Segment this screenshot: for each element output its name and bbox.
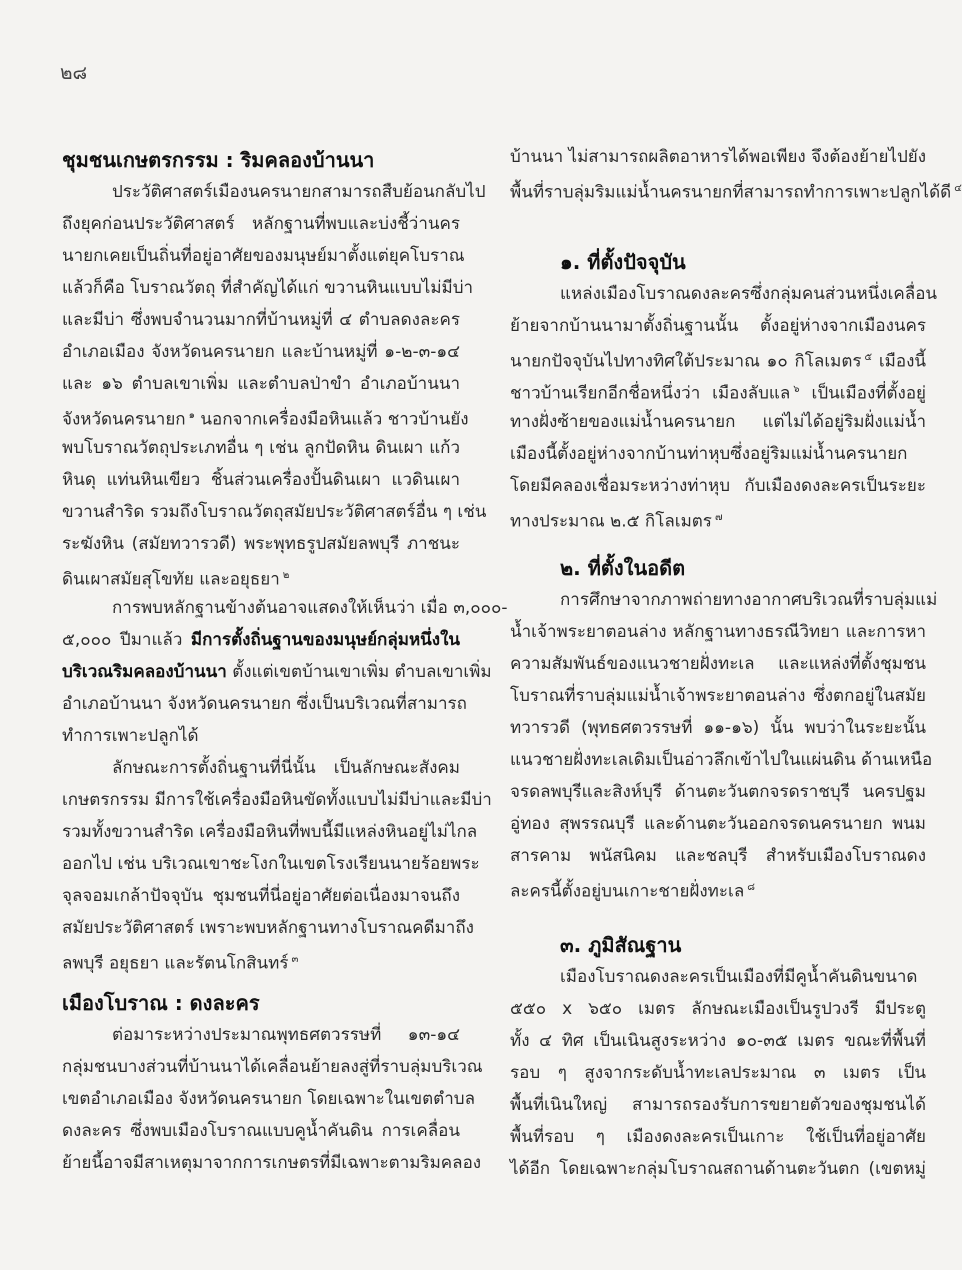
text-line bbox=[62, 400, 469, 432]
section-heading: ๓. ภูมิสัณฐาน bbox=[560, 933, 682, 957]
text-line: และมีบ่า ซึ่งพบจำนวนมากที่บ้านหมู่ที่ ๔ ตำบลดงละคร bbox=[62, 310, 460, 330]
text-line: และ ๑๖ ตำบลเขาเพิ่ม และตำบลป่าขำ อำเภอบ้านนา bbox=[62, 374, 460, 394]
continuation-paragraph bbox=[510, 141, 962, 205]
text-line: พื้นที่รอบ ๆ เมืองดงละครเป็นเกาะ ใช้เป็นที่อยู่อาศัย bbox=[510, 1127, 926, 1147]
text-span: พื้นที่ราบลุ่มริมแม่น้ำนครนายกที่สามารถทำการเพาะปลูกได้ดี bbox=[510, 182, 952, 203]
text-span: นอกจากเครื่องมือหินแล้ว ชาวบ้านยัง bbox=[194, 409, 469, 430]
text-line: สารคาม พนัสนิคม และชลบุรี สำหรับเมืองโบราณดง bbox=[510, 846, 926, 866]
section-farming-community bbox=[62, 144, 508, 976]
paragraph bbox=[62, 752, 492, 976]
footnote-marker: ๑ bbox=[188, 410, 195, 421]
text-line: ได้อีก โดยเฉพาะกลุ่มโบราณสถานด้านตะวันตก (เขตหมู่ bbox=[510, 1159, 926, 1179]
text-line bbox=[510, 502, 926, 534]
text-line: หินดุ แท่นหินเขียว ชิ้นส่วนเครื่องปั้นดินเผา แวดินเผา bbox=[62, 470, 460, 490]
paragraph bbox=[510, 278, 938, 534]
text-line: โดยมีคลองเชื่อมระหว่างท่าหุบ กับเมืองดงละครเป็นระยะ bbox=[510, 476, 926, 496]
text-line bbox=[62, 560, 460, 592]
text-line: ระฆังหิน (สมัยทวารวดี) พระพุทธรูปสมัยลพบุรี ภาชนะ bbox=[62, 534, 460, 554]
text-line bbox=[62, 656, 492, 688]
text-line bbox=[62, 944, 460, 976]
text-span: จังหวัดนครนายก bbox=[62, 409, 186, 430]
text-line: จุลจอมเกล้าปัจจุบัน ชุมชนที่นี่อยู่อาศัยต่อเนื่องมาจนถึง bbox=[62, 886, 460, 906]
text-line: ดงละคร ซึ่งพบเมืองโบราณแบบคูน้ำคันดิน การเคลื่อน bbox=[62, 1121, 460, 1141]
text-line: เขตอำเภอเมือง จังหวัดนครนายก โดยเฉพาะในเขตตำบล bbox=[62, 1089, 475, 1109]
footnote-marker: ๕ bbox=[864, 352, 873, 363]
text-span: ละครนี้ตั้งอยู่บนเกาะชายฝั่งทะเล bbox=[510, 881, 745, 902]
section-heading: ๒. ที่ตั้งในอดีต bbox=[560, 556, 686, 580]
section-past-location bbox=[510, 552, 938, 904]
text-span: เมืองนี้ bbox=[872, 351, 926, 372]
bold-text: มีการตั้งถิ่นฐานของมนุษย์กลุ่มหนึ่งใน bbox=[190, 630, 460, 650]
paragraph bbox=[62, 1019, 483, 1179]
text-line: ขวานสำริด รวมถึงโบราณวัตถุสมัยประวัติศาสตร์อื่น ๆ เช่น bbox=[62, 502, 487, 522]
text-line bbox=[510, 872, 926, 904]
text-line: ความสัมพันธ์ของแนวชายฝั่งทะเล และแหล่งที่ตั้งชุมชน bbox=[510, 654, 926, 674]
text-line bbox=[510, 173, 962, 205]
paragraph bbox=[62, 176, 487, 592]
text-span: ทางประมาณ ๒.๕ กิโลเมตร bbox=[510, 511, 712, 532]
text-span: นายกปัจจุบันไปทางทิศใต้ประมาณ ๑๐ กิโลเมตร bbox=[510, 351, 862, 372]
section-heading: ชุมชนเกษตรกรรม : ริมคลองบ้านนา bbox=[62, 148, 375, 172]
text-span: เป็นเมืองที่ตั้งอยู่ bbox=[799, 383, 926, 404]
text-line: ย้ายจากบ้านนามาตั้งถิ่นฐานนั้น ตั้งอยู่ห่างจากเมืองนคร bbox=[510, 316, 926, 336]
text-line: เมืองนี้ตั้งอยู่ห่างจากบ้านท่าหุบซึ่งอยู่ริมแม่น้ำนครนายก bbox=[510, 444, 908, 464]
text-line: การพบหลักฐานข้างต้นอาจแสดงให้เห็นว่า เมื่อ ๓,๐๐๐- bbox=[112, 598, 508, 618]
footnote-marker: ๘ bbox=[747, 882, 755, 893]
text-line: ๕๕๐ x ๖๕๐ เมตร ลักษณะเมืองเป็นรูปวงรี มีประตู bbox=[510, 999, 926, 1019]
text-line bbox=[62, 624, 460, 656]
text-line: บ้านนา ไม่สามารถผลิตอาหารได้พอเพียง จึงต้องย้ายไปยัง bbox=[510, 147, 927, 167]
footnote-marker: ๔ bbox=[954, 183, 962, 194]
paragraph bbox=[510, 141, 962, 205]
text-line: ถึงยุคก่อนประวัติศาสตร์ หลักฐานที่พบและบ่งชี้ว่านคร bbox=[62, 214, 460, 234]
text-line: ประวัติศาสตร์เมืองนครนายกสามารถสืบย้อนกลับไป bbox=[112, 182, 486, 202]
text-line: ทำการเพาะปลูกได้ bbox=[62, 726, 199, 746]
text-line: เมืองโบราณดงละครเป็นเมืองที่มีคูน้ำคันดินขนาด bbox=[560, 967, 918, 987]
text-line: จรดลพบุรีและสิงห์บุรี ด้านตะวันตกจรดราชบุรี นครปฐม bbox=[510, 782, 926, 802]
text-span: ชาวบ้านเรียกอีกชื่อหนึ่งว่า เมืองลับแล bbox=[510, 383, 791, 404]
text-line: ต่อมาระหว่างประมาณพุทธศตวรรษที่ ๑๓-๑๔ bbox=[112, 1025, 460, 1045]
text-line: โบราณที่ราบลุ่มแม่น้ำเจ้าพระยาตอนล่าง ซึ่งตกอยู่ในสมัย bbox=[510, 686, 926, 706]
text-line: รอบ ๆ สูงจากระดับน้ำทะเลประมาณ ๓ เมตร เป็น bbox=[510, 1063, 926, 1083]
text-line: แหล่งเมืองโบราณดงละครซึ่งกลุ่มคนส่วนหนึ่งเคลื่อน bbox=[560, 284, 938, 304]
text-line: สมัยประวัติศาสตร์ เพราะพบหลักฐานทางโบราณคดีมาถึง bbox=[62, 918, 474, 938]
page-number: ๒๘ bbox=[60, 62, 88, 84]
footnote-marker: ๖ bbox=[793, 384, 800, 395]
text-line: อำเภอบ้านนา จังหวัดนครนายก ซึ่งเป็นบริเวณที่สามารถ bbox=[62, 694, 467, 714]
text-span: ๕,๐๐๐ ปีมาแล้ว bbox=[62, 630, 191, 650]
text-line: ทางฝั่งซ้ายของแม่น้ำนครนายก แต่ไม่ได้อยู่ริมฝั่งแม่น้ำ bbox=[510, 412, 926, 432]
text-line bbox=[510, 374, 926, 406]
section-ancient-city bbox=[62, 987, 483, 1179]
section-heading: เมืองโบราณ : ดงละคร bbox=[62, 991, 260, 1015]
paragraph bbox=[510, 584, 938, 904]
paragraph bbox=[510, 961, 926, 1185]
text-span: ตั้งแต่เขตบ้านเขาเพิ่ม ตำบลเขาเพิ่ม bbox=[226, 662, 492, 682]
text-line: พื้นที่เนินใหญ่ สามารถรองรับการขยายตัวของชุมชนได้ bbox=[510, 1095, 926, 1115]
text-span: ดินเผาสมัยสุโขทัย และอยุธยา bbox=[62, 569, 280, 590]
text-line: ทวารวดี (พุทธศตวรรษที่ ๑๑-๑๖) นั้น พบว่าในระยะนั้น bbox=[510, 718, 926, 738]
paragraph bbox=[62, 592, 508, 752]
text-line: ออกไป เช่น บริเวณเขาชะโงกในเขตโรงเรียนนายร้อยพระ bbox=[62, 854, 480, 874]
text-line: ย้ายนี้อาจมีสาเหตุมาจากการเกษตรที่มีเฉพาะตามริมคลอง bbox=[62, 1153, 482, 1173]
text-line: อู่ทอง สุพรรณบุรี และด้านตะวันออกจรดนครนายก พนม bbox=[510, 814, 926, 834]
text-line: ลักษณะการตั้งถิ่นฐานที่นี่นั้น เป็นลักษณะสังคม bbox=[112, 758, 460, 778]
section-heading: ๑. ที่ตั้งปัจจุบัน bbox=[560, 250, 686, 274]
text-line: แล้วก็คือ โบราณวัตถุ ที่สำคัญได้แก่ ขวานหินแบบไม่มีบ่า bbox=[62, 278, 474, 298]
text-line: เกษตรกรรม มีการใช้เครื่องมือหินขัดทั้งแบบไม่มีบ่าและมีบ่า bbox=[62, 790, 492, 810]
text-line: กลุ่มชนบางส่วนที่บ้านนาได้เคลื่อนย้ายลงสู่ที่ราบลุ่มบริเวณ bbox=[62, 1057, 483, 1077]
text-line: พบโบราณวัตถุประเภทอื่น ๆ เช่น ลูกปัดหิน ดินเผา แก้ว bbox=[62, 438, 460, 458]
section-present-location bbox=[510, 246, 938, 534]
text-line: การศึกษาจากภาพถ่ายทางอากาศบริเวณที่ราบลุ่มแม่ bbox=[560, 590, 938, 610]
text-line: แนวชายฝั่งทะเลเดิมเป็นอ่าวลึกเข้าไปในแผ่นดิน ด้านเหนือ bbox=[510, 750, 933, 770]
footnote-marker: ๒ bbox=[282, 570, 290, 581]
footnote-marker: ๗ bbox=[714, 512, 723, 523]
text-span: ลพบุรี อยุธยา และรัตนโกสินทร์ bbox=[62, 953, 289, 974]
text-line: น้ำเจ้าพระยาตอนล่าง หลักฐานทางธรณีวิทยา และการหา bbox=[510, 622, 926, 642]
text-line: รวมทั้งขวานสำริด เครื่องมือหินที่พบนี้มีแหล่งหินอยู่ไม่ไกล bbox=[62, 822, 478, 842]
text-line: ทั้ง ๔ ทิศ เป็นเนินสูงระหว่าง ๑๐-๓๕ เมตร ขณะที่พื้นที่ bbox=[510, 1031, 926, 1051]
text-line: อำเภอเมือง จังหวัดนครนายก และบ้านหมู่ที่ ๑-๒-๓-๑๔ bbox=[62, 342, 460, 362]
footnote-marker: ๓ bbox=[291, 954, 299, 965]
section-topography bbox=[510, 929, 926, 1185]
text-line bbox=[510, 342, 926, 374]
text-line: นายกเคยเป็นถิ่นที่อยู่อาศัยของมนุษย์มาตั้งแต่ยุคโบราณ bbox=[62, 246, 465, 266]
bold-text: บริเวณริมคลองบ้านนา bbox=[62, 662, 227, 682]
